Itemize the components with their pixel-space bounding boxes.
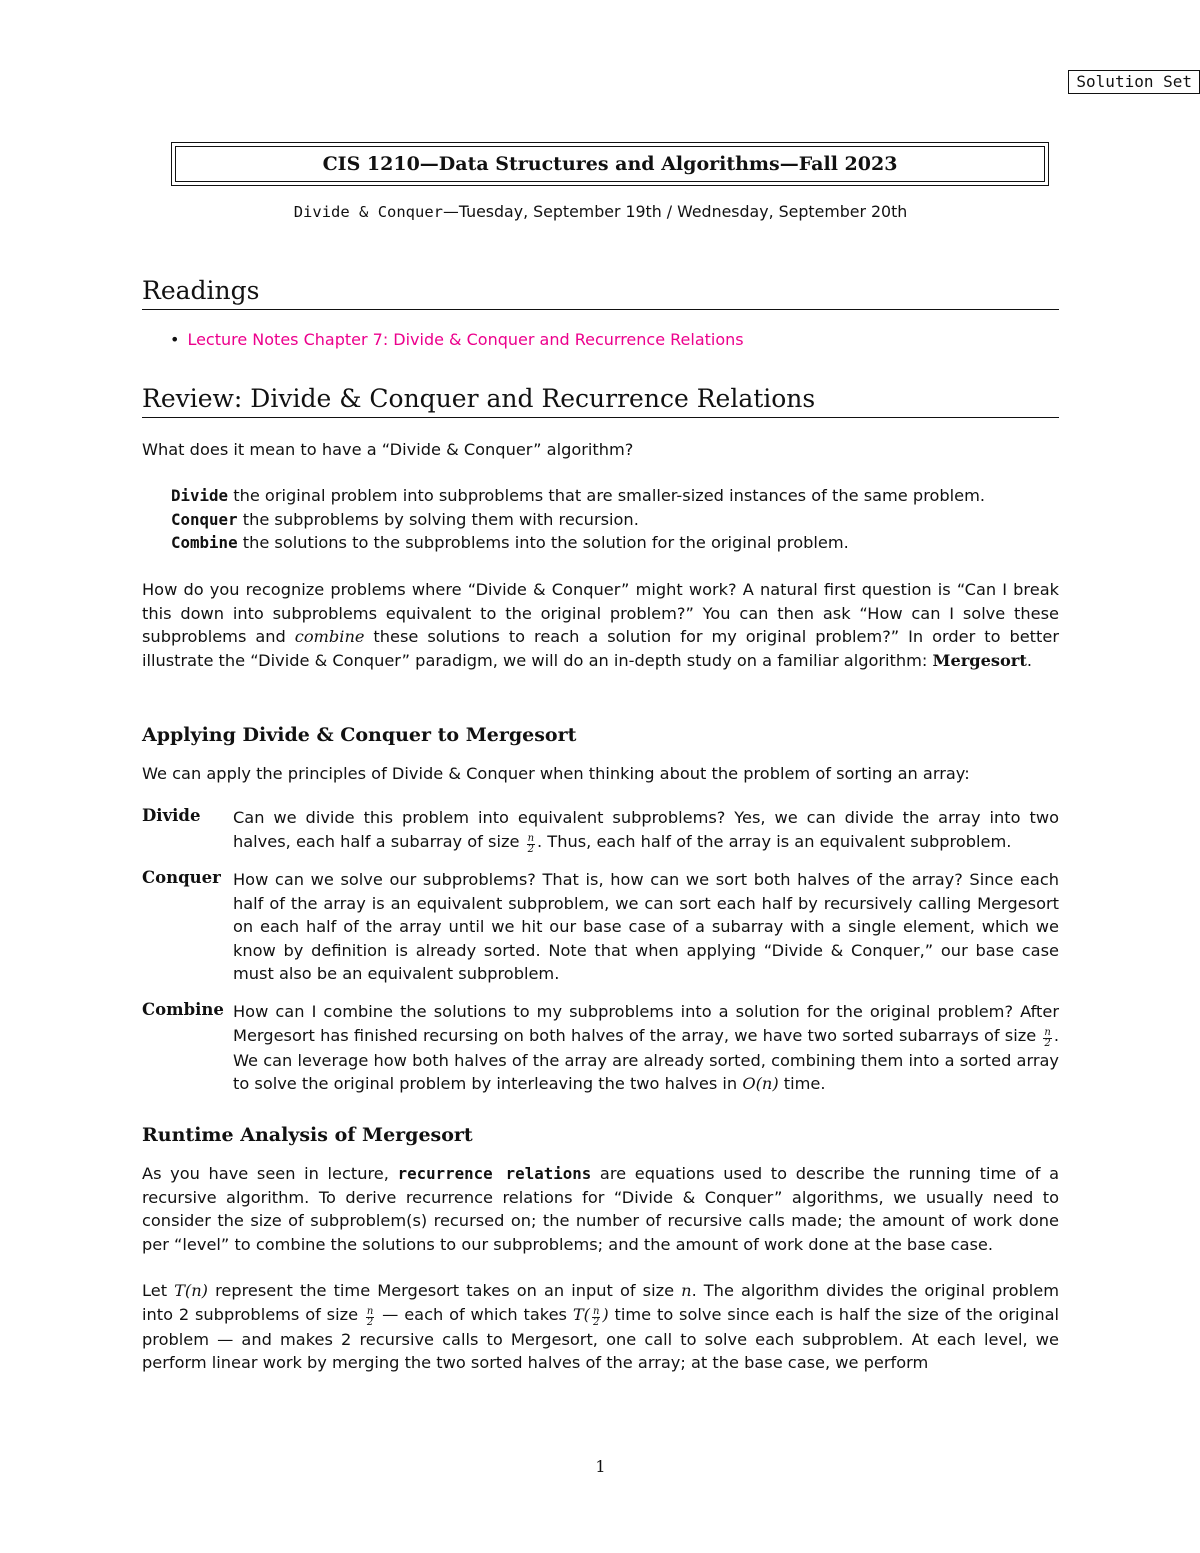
fraction: $\frac{n}{2}$ bbox=[527, 832, 535, 855]
def-text: . Thus, each half of the array is an equivalent subproblem. bbox=[537, 831, 1012, 851]
course-title-frame bbox=[171, 142, 1049, 186]
def-term: Conquer bbox=[142, 868, 221, 887]
step-text: the solutions to the subproblems into the solution for the original problem. bbox=[237, 533, 849, 552]
solution-set-badge: Solution Set bbox=[1068, 70, 1200, 94]
def-body bbox=[233, 1000, 1059, 1096]
applying-heading: Applying Divide & Conquer to Mergesort bbox=[142, 724, 577, 746]
dcc-steps bbox=[171, 484, 985, 555]
runtime-paragraph-2 bbox=[142, 1279, 1059, 1375]
recognize-paragraph bbox=[142, 578, 1059, 672]
paragraph-text: — each of which takes bbox=[376, 1304, 573, 1324]
def-term: Combine bbox=[142, 1000, 224, 1019]
review-question: What does it mean to have a “Divide & Conquer” algorithm? bbox=[142, 440, 634, 459]
step-text: the original problem into subproblems that are smaller-sized instances of the same problem. bbox=[228, 486, 986, 505]
fraction: $\frac{n}{2}$ bbox=[366, 1305, 374, 1328]
paragraph-text: . The algorithm divides the original problem into 2 subproblems of size bbox=[142, 1281, 1059, 1324]
paragraph-text: time to solve since each is half the size of the original problem — and makes 2 recursive calls to Mergesort, one call to solve each subproblem. At each level, we perform linear work by merging the two sorted halves of the array; at the base case, we perform bbox=[142, 1304, 1059, 1372]
def-text: time. bbox=[778, 1074, 826, 1093]
session-subtitle bbox=[142, 202, 1059, 221]
fraction: $\frac{n}{2}$ bbox=[1044, 1026, 1051, 1049]
def-text: Can we divide this problem into equivalent subproblems? Yes, we can divide the array into two halves, each half a subarray of size bbox=[233, 808, 1059, 851]
applying-intro: We can apply the principles of Divide & Conquer when thinking about the problem of sorting an array: bbox=[142, 764, 970, 783]
paragraph-text: Let bbox=[142, 1281, 175, 1300]
paragraph-text: As you have seen in lecture, bbox=[142, 1164, 398, 1183]
step-combine bbox=[171, 531, 985, 555]
math-text: O(n) bbox=[742, 1074, 779, 1093]
course-title: CIS 1210—Data Structures and Algorithms—Fall 2023 bbox=[175, 146, 1045, 182]
def-text: How can I combine the solutions to my subproblems into a solution for the original problem? After Mergesort has finished recursing on both halves of the array, we have two sorted subarrays of size bbox=[233, 1002, 1059, 1045]
def-body bbox=[233, 806, 1059, 855]
paragraph-text: represent the time Mergesort takes on an input of size bbox=[207, 1281, 682, 1300]
emphasis-text: combine bbox=[294, 627, 365, 646]
paragraph-text: are equations used to describe the running time of a recursive algorithm. To derive recurrence relations for “Divide & Conquer” algorithms, we usually need to consider the size of subproblem(s) recursed on; the number of recursive calls made; the amount of work done per “level” to combine the solutions to our subproblems; and the amount of work done at the base case. bbox=[142, 1164, 1060, 1254]
def-body: How can we solve our subproblems? That is, how can we sort both halves of the array? Since each half of the array is an equivalent subproblem, we can sort each half by recursively calling Mergesort on each half of the array until we hit our base case of a subarray with a single element, which we know by definition is already sorted. Note that when applying “Divide & Conquer,” our base case must also be an equivalent subproblem. bbox=[233, 870, 1059, 983]
review-heading: Review: Divide & Conquer and Recurrence Relations bbox=[142, 384, 1059, 418]
runtime-heading: Runtime Analysis of Mergesort bbox=[142, 1124, 473, 1146]
subtitle-dates: —Tuesday, September 19th / Wednesday, September 20th bbox=[443, 202, 908, 221]
def-text: . We can leverage how both halves of the array are already sorted, combining them into a sorted array to solve the original problem by interleaving the two halves in bbox=[233, 1025, 1059, 1093]
reading-list-item bbox=[170, 330, 744, 349]
math-text: T(n) bbox=[174, 1281, 208, 1300]
step-conquer bbox=[171, 508, 985, 532]
subtitle-topic: Divide & Conquer bbox=[293, 203, 444, 221]
runtime-paragraph-1 bbox=[142, 1162, 1059, 1256]
math-text: T( bbox=[572, 1304, 590, 1324]
bold-text: Mergesort bbox=[932, 650, 1027, 670]
math-text: ) bbox=[602, 1304, 609, 1324]
def-term: Divide bbox=[142, 806, 201, 825]
step-term: Divide bbox=[171, 486, 229, 505]
step-divide bbox=[171, 484, 985, 508]
fraction: $\frac{n}{2}$ bbox=[592, 1305, 600, 1328]
step-term: Conquer bbox=[171, 509, 238, 529]
bold-text: recurrence relations bbox=[397, 1164, 592, 1183]
paragraph-text: How do you recognize problems where “Divide & Conquer” might work? A natural first question is “Can I break this down into subproblems equivalent to the original problem?” You can then ask “How can I solve these subproblems and bbox=[142, 580, 1059, 646]
bullet-icon: • bbox=[170, 330, 180, 349]
readings-heading: Readings bbox=[142, 276, 1059, 310]
paragraph-text: these solutions to reach a solution for my original problem?” In order to better illustrate the “Divide & Conquer” paradigm, we will do an in-depth study on a familiar algorithm: bbox=[142, 627, 1059, 670]
step-term: Combine bbox=[171, 533, 238, 552]
paragraph-text: . bbox=[1026, 650, 1032, 670]
step-text: the subproblems by solving them with recursion. bbox=[237, 509, 639, 529]
reading-link[interactable]: Lecture Notes Chapter 7: Divide & Conquer and Recurrence Relations bbox=[187, 330, 744, 349]
math-text: n bbox=[681, 1281, 692, 1300]
page-number: 1 bbox=[595, 1457, 606, 1476]
